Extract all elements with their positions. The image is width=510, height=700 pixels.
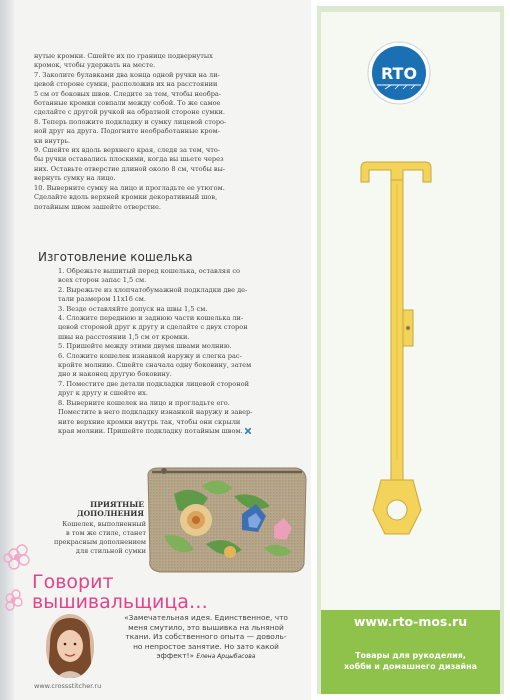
text-line: бы ручки оставались плоскими, когда вы шьете через [34, 155, 224, 164]
text-line: 8. Выверните кошелек на лицо и прогладьте его. [58, 398, 230, 407]
text-line [58, 427, 290, 436]
text-line: цевой стороной друг к другу и сделайте с двух сторон [58, 323, 248, 332]
text-line: 10. Выверните сумку на лицо и прогладьте ее утюгом. [34, 183, 225, 192]
ad-tagline [311, 650, 510, 672]
embroidered-wallet-image [144, 456, 310, 574]
caption-line: прекрасным дополнением [53, 538, 146, 546]
text-line: 5. Пришейте между этими двумя швами молнию. [58, 342, 232, 351]
section-title: Изготовление кошелька [38, 250, 193, 264]
text-line: 7. Поместите две детали подкладки лицевой стороной [58, 379, 250, 388]
text-line: 9. Сшейте их вдоль верхнего края, следя за тем, что- [34, 146, 221, 155]
quote-line: но непростое занятие. Но зато какой [133, 641, 279, 651]
text-line-content: края молнии. Пришейте подкладку потайным швом. [58, 426, 243, 435]
text-line: ните верхние кромки внутрь так, чтобы они скрыли [58, 417, 241, 426]
title-line: Говорит [32, 571, 114, 593]
text-line: всех сторон запас 1,5 см. [58, 276, 147, 285]
magazine-website: www.crossstitcher.ru [34, 682, 102, 690]
quote-line: «Замечательная идея. Единственное, что [124, 613, 288, 622]
text-line: 8. Теперь положите подкладку и сумку лицевой сторо- [34, 117, 227, 126]
wallet-instructions [58, 267, 290, 436]
text-line: 1. Обрежьте вышитый перед кошелька, оставляя со [58, 267, 241, 275]
caption-line: для стильной сумки [75, 547, 146, 555]
text-line: швы на расстоянии 1,5 см от кромки. [58, 332, 190, 341]
ad-website: www.rto-mos.ru [353, 614, 468, 629]
text-line: кройте молнию. Сшейте сначала одну боковину, затем [58, 361, 252, 370]
text-line: вернуть сумку на лицо. [34, 174, 116, 183]
quote-line: меня смутило, это вышивка на льняной [128, 622, 284, 632]
caption-line: в том же стиле, станет [66, 529, 146, 537]
stitcher-quote [102, 613, 310, 662]
author-photo [46, 614, 94, 678]
title-line: вышивальщица… [32, 591, 208, 613]
text-line: потайным швом зашейте отверстие. [34, 202, 162, 211]
tagline-line: Товары для рукоделия, [355, 651, 466, 660]
text-line: нутые кромки. Сшейте их по границе подвернутых [34, 52, 213, 60]
text-line: цевой стороне сумки, расположив их на расстоянии [34, 80, 218, 89]
text-line: 4. Сложите переднюю и заднюю части кошелька ли- [58, 314, 244, 323]
rto-logo-icon [367, 41, 431, 105]
end-mark-icon [245, 428, 251, 434]
extras-title-line: ДОПОЛНЕНИЯ [76, 509, 144, 518]
quote-line-content: эффект!» [156, 651, 194, 661]
logo-text: RTO [380, 64, 418, 83]
quote-line [102, 651, 310, 662]
tagline-line: хобби и домашнего дизайна [343, 662, 478, 671]
text-line: дно и наконец другую боковину. [58, 370, 172, 379]
rto-advertisement [311, 0, 510, 700]
text-line: 5 см от боковых швов. Следите за тем, чтобы необра- [34, 89, 222, 98]
text-line: 2. Вырежьте из хлопчатобумажной подкладки две де- [58, 285, 248, 294]
text-line: Сделайте вдоль верхней кромки декоративный шов, [34, 193, 218, 202]
extras-title-line: ПРИЯТНЫЕ [90, 500, 144, 509]
text-line: 3. Везде оставляйте допуск на швы 1,5 см. [58, 304, 208, 313]
quote-author: Елена Арцыбасова [196, 653, 256, 661]
instructions-continued [34, 52, 292, 212]
text-line: них. Оставьте отверстие длиной около 8 см, чтобы вы- [34, 164, 226, 173]
text-line: 7. Заколите булавками два конца одной ручки на ли- [34, 70, 220, 79]
text-line: друг к другу и сшейте их. [58, 389, 148, 398]
text-line: кромок, чтобы удержать на месте. [34, 61, 156, 70]
text-line: ки внутрь. [34, 136, 71, 145]
extras-title [34, 500, 144, 518]
text-line: Поместите в него подкладку изнанкой наружу и завер- [58, 408, 253, 417]
stitcher-says-title [32, 572, 208, 612]
text-line: ботанные кромки совпали между собой. То же самое [34, 99, 221, 108]
text-line: ной друг на друга. Подогните необработанные кром- [34, 127, 220, 136]
yellow-tool-image [351, 160, 491, 540]
text-line: сделайте с другой ручкой на обратной стороне сумки. [34, 108, 225, 117]
quote-line: ткани. Из собственного опыта — доволь- [125, 632, 287, 642]
caption-line: Кошелек, выполненный [62, 520, 146, 528]
text-line: тали размером 11x16 см. [58, 295, 146, 304]
text-line: 6. Сложите кошелек изнанкой наружу и слегка рас- [58, 351, 242, 360]
